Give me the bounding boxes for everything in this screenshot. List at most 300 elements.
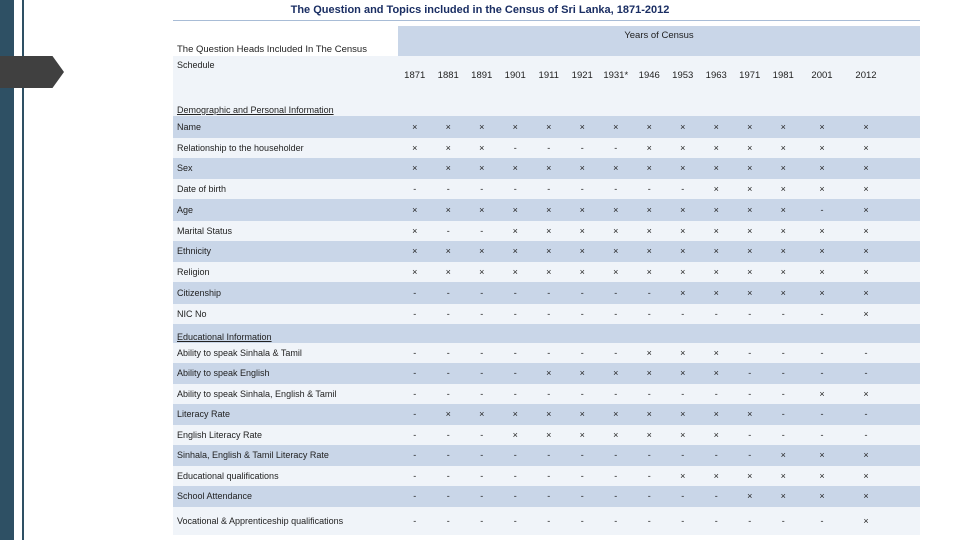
included-mark: × xyxy=(713,429,719,440)
not-included-mark: - xyxy=(614,470,618,481)
included-mark: × xyxy=(680,470,686,481)
not-included-mark: - xyxy=(820,409,824,420)
section-header-row xyxy=(173,324,920,343)
section-title: Demographic and Personal Information xyxy=(177,105,334,115)
included-mark: × xyxy=(863,184,869,194)
included-mark: × xyxy=(680,429,686,440)
included-mark: × xyxy=(613,121,619,132)
included-mark: × xyxy=(479,246,485,257)
included-mark: × xyxy=(863,491,869,502)
not-included-mark: - xyxy=(480,470,484,481)
not-included-mark: - xyxy=(547,470,551,481)
years-header: Years of Census xyxy=(624,30,694,41)
included-mark: × xyxy=(780,246,786,257)
table-row xyxy=(173,262,920,282)
table-row xyxy=(173,343,920,364)
included-mark: × xyxy=(780,225,786,236)
not-included-mark: - xyxy=(614,515,618,526)
table-row xyxy=(173,486,920,507)
included-mark: × xyxy=(646,204,652,215)
year-header-cell: 1981 xyxy=(772,69,794,81)
question-head-label: Date of birth xyxy=(177,184,227,194)
included-mark: × xyxy=(613,204,619,215)
not-included-mark: - xyxy=(480,368,484,379)
not-included-mark: - xyxy=(513,308,517,319)
question-head-label: Literacy Rate xyxy=(177,409,231,420)
included-mark: × xyxy=(613,368,619,379)
year-header-cell: 1931* xyxy=(603,69,629,81)
not-included-mark: - xyxy=(820,368,824,379)
not-included-mark: - xyxy=(480,388,484,399)
included-mark: × xyxy=(646,142,652,153)
not-included-mark: - xyxy=(413,470,417,481)
year-header-cell: 1901 xyxy=(504,69,526,81)
not-included-mark: - xyxy=(480,308,484,319)
question-head-label: Ethnicity xyxy=(177,246,212,257)
not-included-mark: - xyxy=(446,287,450,298)
included-mark: × xyxy=(579,163,585,174)
included-mark: × xyxy=(713,163,719,174)
included-mark: × xyxy=(780,450,786,461)
included-mark: × xyxy=(819,450,825,461)
not-included-mark: - xyxy=(864,368,868,379)
included-mark: × xyxy=(713,409,719,420)
included-mark: × xyxy=(747,491,753,502)
included-mark: × xyxy=(680,204,686,215)
included-mark: × xyxy=(512,267,518,277)
question-head-label: Vocational & Apprenticeship qualifications xyxy=(177,515,344,526)
not-included-mark: - xyxy=(820,515,824,526)
included-mark: × xyxy=(579,225,585,236)
included-mark: × xyxy=(819,491,825,502)
included-mark: × xyxy=(713,470,719,481)
not-included-mark: - xyxy=(647,515,651,526)
not-included-mark: - xyxy=(513,491,517,502)
included-mark: × xyxy=(780,163,786,174)
not-included-mark: - xyxy=(781,515,785,526)
included-mark: × xyxy=(747,163,753,174)
year-header-cell: 1921 xyxy=(571,69,593,81)
not-included-mark: - xyxy=(714,491,718,502)
not-included-mark: - xyxy=(580,308,584,319)
included-mark: × xyxy=(512,409,518,420)
included-mark: × xyxy=(546,204,552,215)
included-mark: × xyxy=(579,368,585,379)
table-row xyxy=(173,404,920,425)
not-included-mark: - xyxy=(748,450,752,461)
section-header-row xyxy=(173,94,920,116)
included-mark: × xyxy=(412,246,418,257)
question-head-label: Sex xyxy=(177,163,193,174)
included-mark: × xyxy=(819,225,825,236)
included-mark: × xyxy=(546,267,552,277)
year-header-cell: 1871 xyxy=(404,69,426,81)
not-included-mark: - xyxy=(480,515,484,526)
not-included-mark: - xyxy=(446,184,450,194)
not-included-mark: - xyxy=(647,388,651,399)
not-included-mark: - xyxy=(820,347,824,358)
not-included-mark: - xyxy=(513,388,517,399)
included-mark: × xyxy=(646,409,652,420)
included-mark: × xyxy=(863,142,869,153)
not-included-mark: - xyxy=(480,429,484,440)
included-mark: × xyxy=(863,308,869,319)
included-mark: × xyxy=(546,246,552,257)
included-mark: × xyxy=(646,347,652,358)
table-header-years xyxy=(173,56,920,94)
included-mark: × xyxy=(863,163,869,174)
included-mark: × xyxy=(479,163,485,174)
included-mark: × xyxy=(713,225,719,236)
census-table xyxy=(173,26,920,535)
not-included-mark: - xyxy=(480,450,484,461)
not-included-mark: - xyxy=(681,491,685,502)
not-included-mark: - xyxy=(580,184,584,194)
not-included-mark: - xyxy=(681,308,685,319)
included-mark: × xyxy=(479,267,485,277)
included-mark: × xyxy=(479,121,485,132)
included-mark: × xyxy=(713,142,719,153)
not-included-mark: - xyxy=(748,388,752,399)
included-mark: × xyxy=(747,470,753,481)
not-included-mark: - xyxy=(748,429,752,440)
not-included-mark: - xyxy=(864,429,868,440)
included-mark: × xyxy=(445,246,451,257)
not-included-mark: - xyxy=(513,142,517,153)
included-mark: × xyxy=(747,246,753,257)
question-head-label: English Literacy Rate xyxy=(177,429,263,440)
not-included-mark: - xyxy=(413,347,417,358)
included-mark: × xyxy=(579,267,585,277)
table-row xyxy=(173,221,920,241)
included-mark: × xyxy=(747,121,753,132)
not-included-mark: - xyxy=(748,347,752,358)
included-mark: × xyxy=(646,163,652,174)
included-mark: × xyxy=(680,368,686,379)
included-mark: × xyxy=(780,491,786,502)
not-included-mark: - xyxy=(864,347,868,358)
not-included-mark: - xyxy=(681,184,685,194)
not-included-mark: - xyxy=(446,429,450,440)
not-included-mark: - xyxy=(614,347,618,358)
table-row xyxy=(173,363,920,384)
not-included-mark: - xyxy=(647,470,651,481)
included-mark: × xyxy=(780,184,786,194)
not-included-mark: - xyxy=(547,308,551,319)
included-mark: × xyxy=(863,470,869,481)
included-mark: × xyxy=(579,246,585,257)
included-mark: × xyxy=(713,246,719,257)
not-included-mark: - xyxy=(547,450,551,461)
included-mark: × xyxy=(863,450,869,461)
table-row xyxy=(173,507,920,536)
included-mark: × xyxy=(579,204,585,215)
schedule-label: Schedule xyxy=(177,60,215,70)
not-included-mark: - xyxy=(647,450,651,461)
not-included-mark: - xyxy=(681,388,685,399)
not-included-mark: - xyxy=(480,491,484,502)
not-included-mark: - xyxy=(781,409,785,420)
included-mark: × xyxy=(780,267,786,277)
table-row xyxy=(173,466,920,487)
included-mark: × xyxy=(546,429,552,440)
not-included-mark: - xyxy=(580,287,584,298)
table-row xyxy=(173,282,920,304)
included-mark: × xyxy=(546,163,552,174)
table-header-top xyxy=(173,26,920,56)
not-included-mark: - xyxy=(614,287,618,298)
not-included-mark: - xyxy=(513,184,517,194)
included-mark: × xyxy=(646,225,652,236)
included-mark: × xyxy=(546,121,552,132)
not-included-mark: - xyxy=(547,184,551,194)
included-mark: × xyxy=(445,204,451,215)
included-mark: × xyxy=(680,121,686,132)
included-mark: × xyxy=(646,368,652,379)
arrow-tab-icon xyxy=(0,56,64,88)
included-mark: × xyxy=(512,246,518,257)
included-mark: × xyxy=(445,142,451,153)
included-mark: × xyxy=(412,121,418,132)
not-included-mark: - xyxy=(446,368,450,379)
included-mark: × xyxy=(613,225,619,236)
included-mark: × xyxy=(863,515,869,526)
question-head-label: Ability to speak English xyxy=(177,368,270,379)
not-included-mark: - xyxy=(781,368,785,379)
not-included-mark: - xyxy=(547,142,551,153)
slide-title: The Question and Topics included in the Census of Sri Lanka, 1871-2012 xyxy=(290,4,670,16)
included-mark: × xyxy=(613,267,619,277)
not-included-mark: - xyxy=(413,287,417,298)
included-mark: × xyxy=(819,142,825,153)
not-included-mark: - xyxy=(413,308,417,319)
not-included-mark: - xyxy=(864,409,868,420)
title-divider xyxy=(173,20,920,21)
included-mark: × xyxy=(863,225,869,236)
included-mark: × xyxy=(713,368,719,379)
not-included-mark: - xyxy=(614,184,618,194)
included-mark: × xyxy=(445,163,451,174)
included-mark: × xyxy=(579,121,585,132)
included-mark: × xyxy=(747,287,753,298)
included-mark: × xyxy=(613,409,619,420)
not-included-mark: - xyxy=(614,142,618,153)
included-mark: × xyxy=(863,388,869,399)
not-included-mark: - xyxy=(446,388,450,399)
not-included-mark: - xyxy=(513,470,517,481)
not-included-mark: - xyxy=(580,491,584,502)
not-included-mark: - xyxy=(647,287,651,298)
year-header-cell: 1946 xyxy=(638,69,660,81)
included-mark: × xyxy=(646,246,652,257)
table-row xyxy=(173,304,920,324)
table-row xyxy=(173,199,920,221)
included-mark: × xyxy=(680,409,686,420)
not-included-mark: - xyxy=(820,204,824,215)
year-header-cell: 1881 xyxy=(437,69,459,81)
question-head-label: Relationship to the householder xyxy=(177,142,304,153)
included-mark: × xyxy=(780,121,786,132)
included-mark: × xyxy=(863,204,869,215)
not-included-mark: - xyxy=(580,142,584,153)
included-mark: × xyxy=(445,121,451,132)
section-title: Educational Information xyxy=(177,331,272,342)
included-mark: × xyxy=(713,121,719,132)
question-head-label: Sinhala, English & Tamil Literacy Rate xyxy=(177,450,329,461)
not-included-mark: - xyxy=(513,287,517,298)
included-mark: × xyxy=(680,163,686,174)
not-included-mark: - xyxy=(681,515,685,526)
not-included-mark: - xyxy=(480,347,484,358)
not-included-mark: - xyxy=(781,388,785,399)
not-included-mark: - xyxy=(748,515,752,526)
question-head-label: Age xyxy=(177,204,194,215)
not-included-mark: - xyxy=(580,347,584,358)
included-mark: × xyxy=(819,121,825,132)
not-included-mark: - xyxy=(446,308,450,319)
included-mark: × xyxy=(780,142,786,153)
not-included-mark: - xyxy=(480,287,484,298)
not-included-mark: - xyxy=(748,308,752,319)
not-included-mark: - xyxy=(413,184,417,194)
included-mark: × xyxy=(412,204,418,215)
included-mark: × xyxy=(546,368,552,379)
included-mark: × xyxy=(680,347,686,358)
year-header-cell: 2012 xyxy=(855,69,877,81)
included-mark: × xyxy=(680,267,686,277)
included-mark: × xyxy=(512,121,518,132)
included-mark: × xyxy=(747,267,753,277)
not-included-mark: - xyxy=(413,388,417,399)
table-row xyxy=(173,241,920,263)
included-mark: × xyxy=(780,204,786,215)
included-mark: × xyxy=(713,287,719,298)
heads-header: The Question Heads Included In The Census xyxy=(177,44,367,55)
included-mark: × xyxy=(479,409,485,420)
included-mark: × xyxy=(646,267,652,277)
included-mark: × xyxy=(646,429,652,440)
not-included-mark: - xyxy=(413,515,417,526)
not-included-mark: - xyxy=(413,450,417,461)
not-included-mark: - xyxy=(580,470,584,481)
table-row xyxy=(173,179,920,199)
not-included-mark: - xyxy=(580,515,584,526)
year-header-cell: 2001 xyxy=(811,69,833,81)
not-included-mark: - xyxy=(647,491,651,502)
included-mark: × xyxy=(646,121,652,132)
year-header-cell: 1963 xyxy=(705,69,727,81)
included-mark: × xyxy=(546,225,552,236)
question-head-label: NIC No xyxy=(177,308,207,319)
not-included-mark: - xyxy=(446,491,450,502)
included-mark: × xyxy=(512,204,518,215)
included-mark: × xyxy=(412,225,418,236)
not-included-mark: - xyxy=(614,450,618,461)
table-row xyxy=(173,116,920,138)
question-head-label: Ability to speak Sinhala, English & Tamil xyxy=(177,388,337,399)
not-included-mark: - xyxy=(714,308,718,319)
included-mark: × xyxy=(713,184,719,194)
year-header-cell: 1911 xyxy=(538,69,559,81)
included-mark: × xyxy=(713,204,719,215)
not-included-mark: - xyxy=(820,308,824,319)
not-included-mark: - xyxy=(513,450,517,461)
included-mark: × xyxy=(546,409,552,420)
included-mark: × xyxy=(819,163,825,174)
included-mark: × xyxy=(819,267,825,277)
included-mark: × xyxy=(479,142,485,153)
included-mark: × xyxy=(412,267,418,277)
included-mark: × xyxy=(512,429,518,440)
not-included-mark: - xyxy=(781,308,785,319)
not-included-mark: - xyxy=(547,515,551,526)
not-included-mark: - xyxy=(614,388,618,399)
table-row xyxy=(173,384,920,405)
included-mark: × xyxy=(819,388,825,399)
included-mark: × xyxy=(819,287,825,298)
included-mark: × xyxy=(512,225,518,236)
included-mark: × xyxy=(819,184,825,194)
not-included-mark: - xyxy=(446,470,450,481)
included-mark: × xyxy=(863,246,869,257)
included-mark: × xyxy=(680,225,686,236)
included-mark: × xyxy=(613,163,619,174)
not-included-mark: - xyxy=(714,450,718,461)
included-mark: × xyxy=(680,246,686,257)
not-included-mark: - xyxy=(413,429,417,440)
included-mark: × xyxy=(412,163,418,174)
year-header-cell: 1891 xyxy=(471,69,493,81)
included-mark: × xyxy=(863,267,869,277)
question-head-label: Religion xyxy=(177,267,210,277)
year-header-cell: 1953 xyxy=(672,69,694,81)
not-included-mark: - xyxy=(614,308,618,319)
included-mark: × xyxy=(445,409,451,420)
not-included-mark: - xyxy=(480,225,484,236)
not-included-mark: - xyxy=(480,184,484,194)
question-head-label: Name xyxy=(177,121,202,132)
included-mark: × xyxy=(747,204,753,215)
included-mark: × xyxy=(680,287,686,298)
not-included-mark: - xyxy=(413,409,417,420)
not-included-mark: - xyxy=(513,347,517,358)
included-mark: × xyxy=(512,163,518,174)
included-mark: × xyxy=(579,409,585,420)
not-included-mark: - xyxy=(413,368,417,379)
not-included-mark: - xyxy=(820,429,824,440)
question-head-label: Ability to speak Sinhala & Tamil xyxy=(177,347,302,358)
included-mark: × xyxy=(747,142,753,153)
included-mark: × xyxy=(780,470,786,481)
not-included-mark: - xyxy=(547,287,551,298)
not-included-mark: - xyxy=(580,450,584,461)
included-mark: × xyxy=(479,204,485,215)
not-included-mark: - xyxy=(714,515,718,526)
not-included-mark: - xyxy=(580,388,584,399)
question-head-label: School Attendance xyxy=(177,491,253,502)
included-mark: × xyxy=(747,225,753,236)
not-included-mark: - xyxy=(446,515,450,526)
not-included-mark: - xyxy=(446,450,450,461)
included-mark: × xyxy=(412,142,418,153)
included-mark: × xyxy=(863,121,869,132)
included-mark: × xyxy=(613,246,619,257)
included-mark: × xyxy=(613,429,619,440)
not-included-mark: - xyxy=(413,491,417,502)
question-head-label: Marital Status xyxy=(177,225,233,236)
not-included-mark: - xyxy=(513,368,517,379)
included-mark: × xyxy=(863,287,869,298)
